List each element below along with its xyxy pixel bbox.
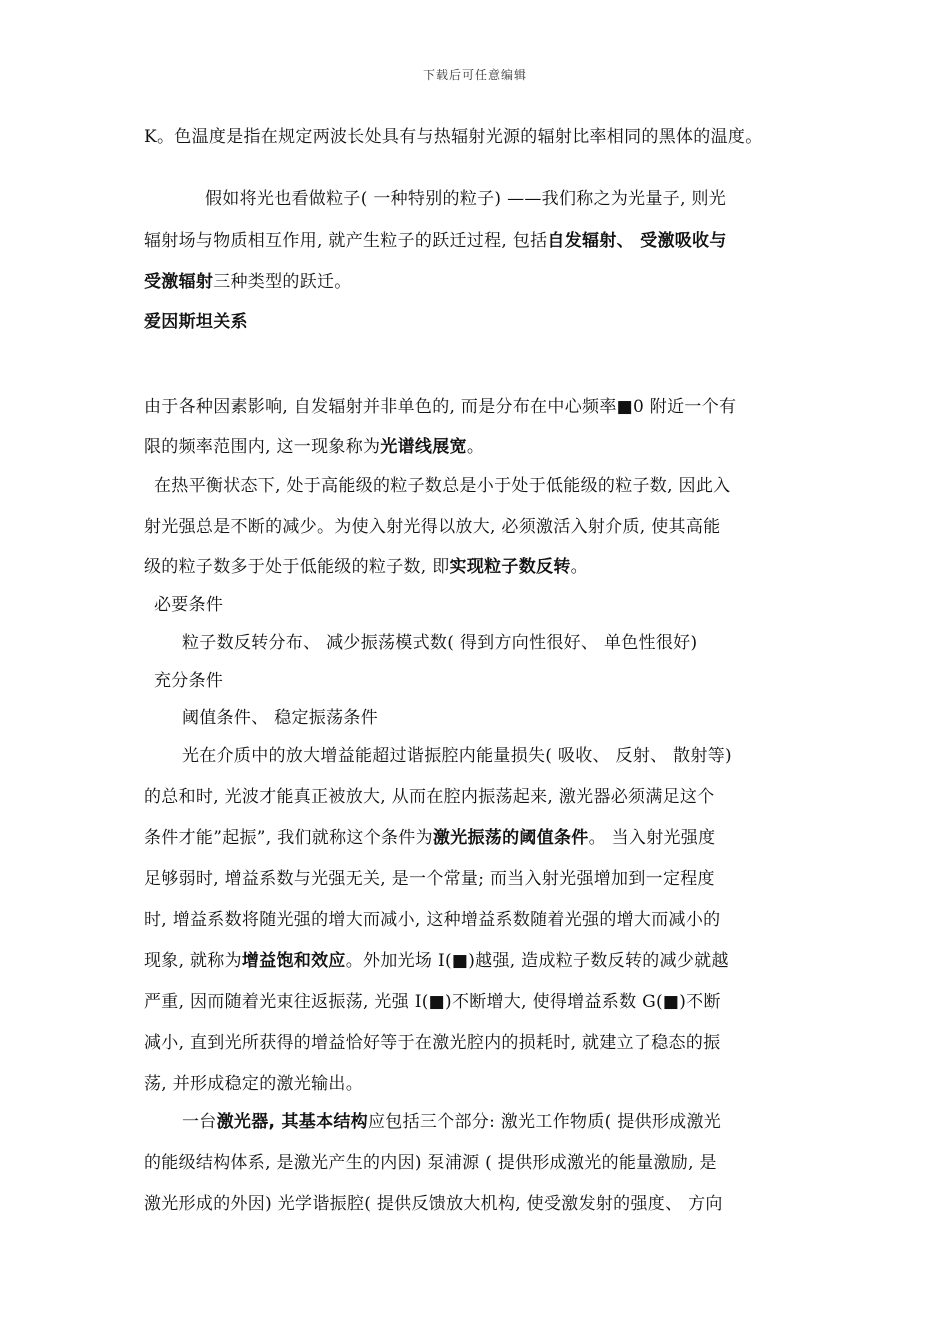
text-line	[144, 950, 824, 972]
bold-term: 光谱线展宽	[380, 437, 467, 457]
text-segment: 限的频率范围内, 这一现象称为	[144, 437, 381, 457]
bold-term: 爱因斯坦关系	[144, 312, 248, 332]
bold-term: 激光振荡的阈值条件	[432, 828, 589, 848]
text-line	[154, 670, 834, 692]
bold-term: 增益饱和效应	[241, 951, 346, 971]
text-line	[182, 707, 862, 729]
text-segment: 足够弱时, 增益系数与光强无关, 是一个常量; 而当入射光强增加到一定程度	[144, 869, 715, 889]
text-line	[182, 1111, 862, 1133]
bold-term: 实现粒子数反转	[449, 557, 571, 577]
text-segment: 荡, 并形成稳定的激光输出。	[144, 1074, 364, 1094]
text-segment: 激光形成的外因) 光学谐振腔( 提供反馈放大机构, 使受激发射的强度、 方向	[144, 1194, 723, 1214]
text-segment: 应包括三个部分: 激光工作物质( 提供形成激光	[368, 1112, 722, 1132]
text-segment: 充分条件	[154, 671, 224, 691]
text-line	[144, 1032, 824, 1054]
text-line	[144, 868, 824, 890]
text-line	[144, 1152, 824, 1174]
text-segment: 。 当入射光强度	[588, 828, 716, 848]
text-segment: 光在介质中的放大增益能超过谐振腔内能量损失( 吸收、 反射、 散射等)	[182, 746, 732, 766]
text-line	[144, 436, 824, 458]
text-segment: 阈值条件、 稳定振荡条件	[182, 708, 379, 728]
text-segment: 的总和时, 光波才能真正被放大, 从而在腔内振荡起来, 激光器必须满足这个	[144, 787, 715, 807]
text-line	[154, 594, 834, 616]
text-line	[144, 786, 824, 808]
text-segment: 由于各种因素影响, 自发辐射并非单色的, 而是分布在中心频率■0 附近一个有	[144, 397, 737, 417]
text-segment: 条件才能”起振”, 我们就称这个条件为	[144, 828, 433, 848]
text-segment: 级的粒子数多于处于低能级的粒子数, 即	[144, 557, 450, 577]
page-header: 下载后可任意编辑	[422, 68, 527, 82]
text-line	[144, 556, 824, 578]
text-line	[144, 271, 824, 293]
text-segment: K。色温度是指在规定两波长处具有与热辐射光源的辐射比率相同的黑体的温度。	[144, 127, 763, 147]
text-line	[144, 991, 824, 1013]
text-line	[144, 516, 824, 538]
text-segment: 在热平衡状态下, 处于高能级的粒子数总是小于处于低能级的粒子数, 因此入	[154, 476, 731, 496]
text-line	[144, 396, 824, 418]
text-line	[144, 827, 824, 849]
text-line	[205, 188, 885, 210]
bold-term: 激光器, 其基本结构	[216, 1112, 368, 1132]
text-segment: 三种类型的跃迁。	[213, 272, 352, 292]
bold-term: 受激辐射	[144, 272, 214, 292]
text-line	[182, 632, 862, 654]
text-segment: 时, 增益系数将随光强的增大而减小, 这种增益系数随着光强的增大而减小的	[144, 910, 721, 930]
text-line	[144, 1073, 824, 1095]
text-line	[144, 126, 824, 148]
text-line	[182, 745, 862, 767]
text-segment: 。	[570, 557, 588, 577]
text-segment: 射光强总是不断的减少。为使入射光得以放大, 必须激活入射介质, 使其高能	[144, 517, 721, 537]
text-segment: 辐射场与物质相互作用, 就产生粒子的跃迁过程, 包括	[144, 231, 548, 251]
text-line	[154, 475, 834, 497]
text-line	[144, 230, 824, 252]
section-heading	[144, 311, 824, 333]
text-segment: 假如将光也看做粒子( 一种特别的粒子) ——我们称之为光量子, 则光	[205, 189, 727, 209]
text-segment: 。外加光场 I(■)越强, 造成粒子数反转的减少就越	[345, 951, 729, 971]
text-segment: 一台	[182, 1112, 217, 1132]
text-segment: 粒子数反转分布、 减少振荡模式数( 得到方向性很好、 单色性很好)	[182, 633, 698, 653]
text-segment: 。	[466, 437, 485, 457]
text-segment: 现象, 就称为	[144, 951, 242, 971]
text-segment: 严重, 因而随着光束往返振荡, 光强 I(■)不断增大, 使得增益系数 G(■)不断	[144, 992, 721, 1012]
text-line	[144, 909, 824, 931]
text-segment: 的能级结构体系, 是激光产生的内因) 泵浦源 ( 提供形成激光的能量激励, 是	[144, 1153, 717, 1173]
text-segment: 减小, 直到光所获得的增益恰好等于在激光腔内的损耗时, 就建立了稳态的振	[144, 1033, 721, 1053]
bold-term: 自发辐射、 受激吸收与	[547, 231, 727, 251]
text-segment: 必要条件	[154, 595, 224, 615]
text-line	[144, 1193, 824, 1215]
